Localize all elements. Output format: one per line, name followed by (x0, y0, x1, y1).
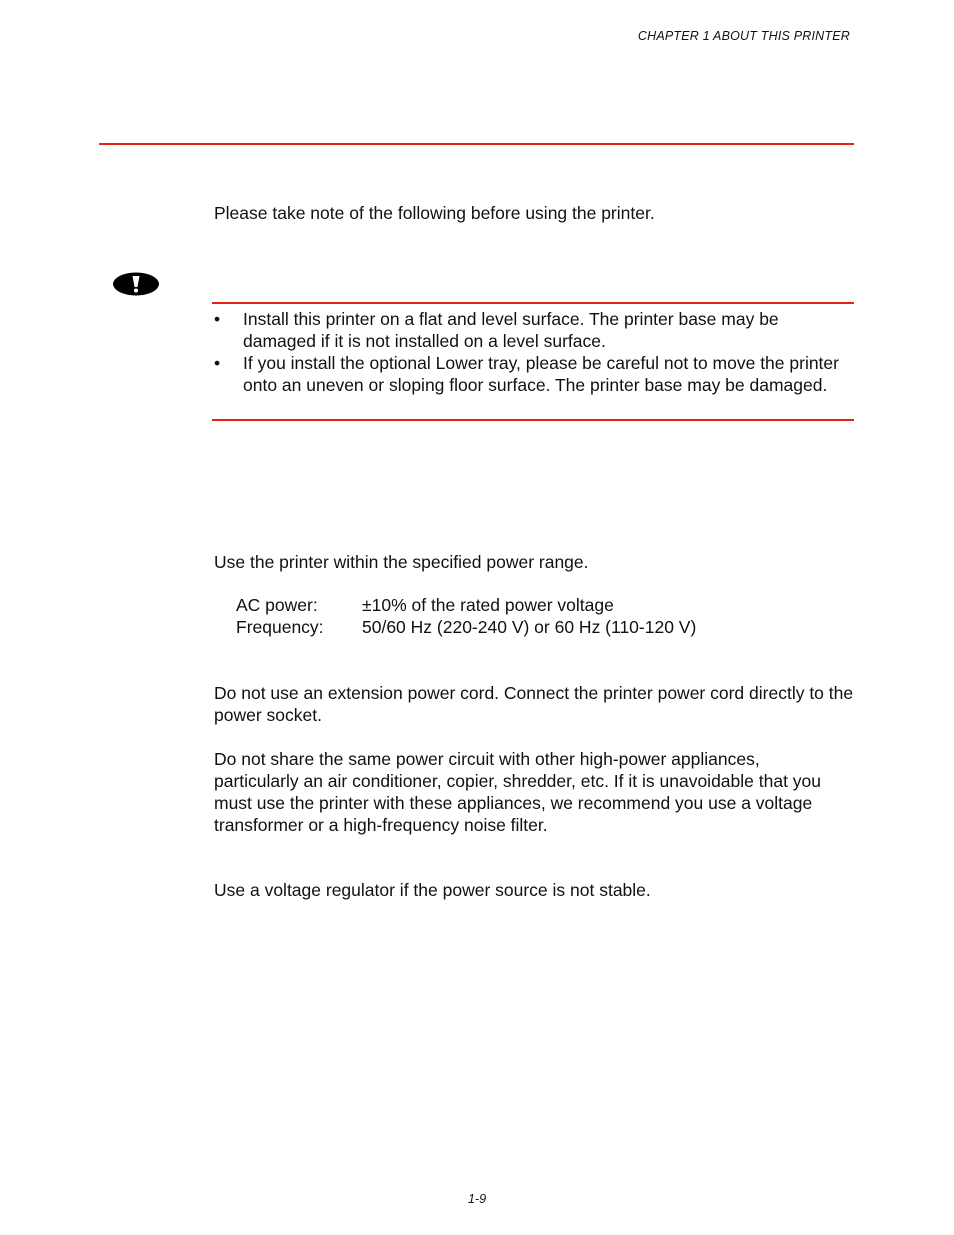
bullet-marker: • (214, 309, 221, 329)
caution-item-text: If you install the optional Lower tray, please be careful not to move the printer onto an uneven or sloping floor surface. The printer base may be damaged. (243, 353, 839, 395)
spec-value: 50/60 Hz (220-240 V) or 60 Hz (110-120 V) (362, 617, 697, 637)
caution-item-text: Install this printer on a flat and level surface. The printer base may be damaged if it is not installed on a level surface. (243, 309, 779, 351)
bullet-marker: • (214, 353, 221, 373)
intro-text: Please take note of the following before using the printer. (214, 203, 655, 223)
page-number: 1-9 (467, 1192, 487, 1206)
exclamation-caution-icon (112, 272, 160, 296)
spec-row-frequency (236, 616, 696, 638)
caution-item (214, 352, 854, 396)
spec-label: AC power: (236, 595, 318, 615)
section-divider (99, 143, 854, 145)
caution-item (214, 308, 854, 352)
power-range-text: Use the printer within the specified power range. (214, 552, 589, 572)
running-header: CHAPTER 1 ABOUT THIS PRINTER (637, 29, 850, 43)
caution-list (214, 308, 854, 396)
spec-label: Frequency: (236, 617, 324, 637)
spec-value: ±10% of the rated power voltage (362, 595, 614, 615)
caution-top-rule (212, 302, 854, 304)
spec-row-ac-power (236, 594, 614, 616)
caution-bottom-rule (212, 419, 854, 421)
voltage-regulator-text: Use a voltage regulator if the power source is not stable. (214, 880, 651, 900)
power-circuit-text: Do not share the same power circuit with other high-power appliances, particularly an air conditioner, copier, shredder, etc. If it is unavoidable that you must use the printer with these appliances, we recommend you use a voltage transformer or a high-frequency noise filter. (214, 749, 822, 835)
power-cord-text: Do not use an extension power cord. Connect the printer power cord directly to the power socket. (214, 683, 854, 725)
